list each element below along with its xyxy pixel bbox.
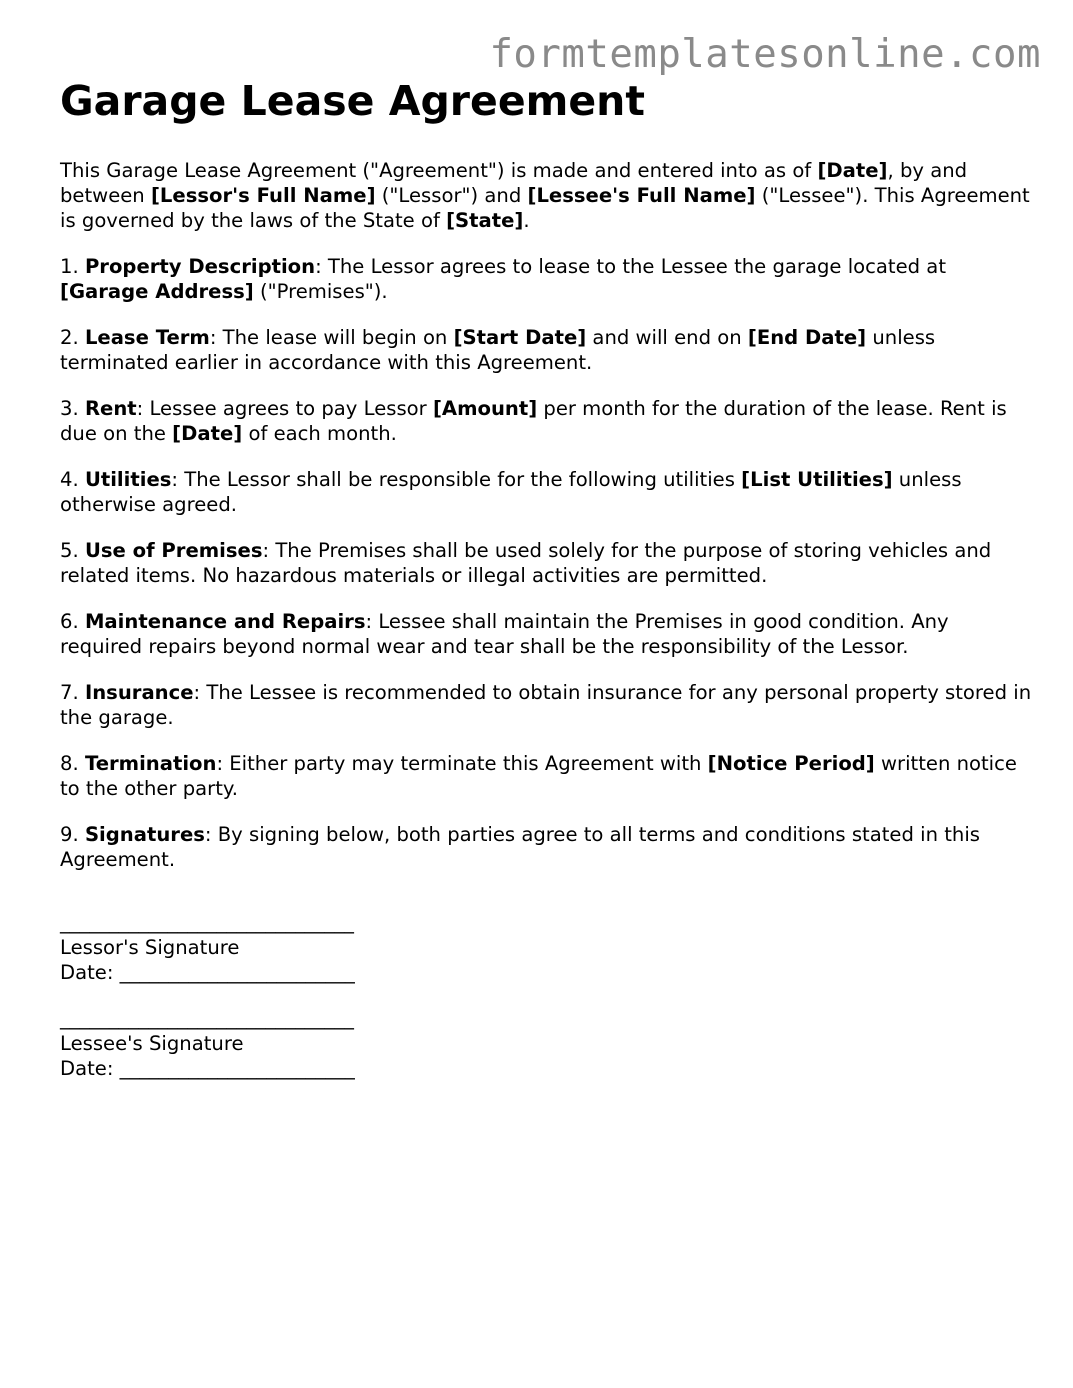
clause-maintenance xyxy=(60,609,1035,659)
clause-text: : Either party may terminate this Agreement with xyxy=(216,752,708,775)
clause-number: 4. xyxy=(60,468,85,491)
lessor-signature-group xyxy=(60,910,1035,985)
lessee-name-field: [Lessee's Full Name] xyxy=(527,184,756,207)
intro-paragraph xyxy=(60,158,1035,233)
clause-number: 5. xyxy=(60,539,85,562)
clause-heading: Rent xyxy=(84,397,137,420)
clause-text: : The Lessor shall be responsible for the following utilities xyxy=(171,468,742,491)
clause-text: : The Lessor agrees to lease to the Lessee the garage located at xyxy=(315,255,946,278)
intro-text: ("Lessor") and xyxy=(375,184,528,207)
clause-heading: Insurance xyxy=(84,681,194,704)
clause-text: of each month. xyxy=(242,422,397,445)
clause-heading: Maintenance and Repairs xyxy=(84,610,366,633)
clause-text: : The lease will begin on xyxy=(209,326,454,349)
clause-text: : The Lessee is recommended to obtain insurance for any personal property stored in the garage. xyxy=(60,681,1032,729)
clause-number: 8. xyxy=(60,752,85,775)
lessee-signature-label: Lessee's Signature xyxy=(60,1032,244,1055)
clause-number: 2. xyxy=(60,326,85,349)
clause-termination xyxy=(60,751,1035,801)
clause-heading: Signatures xyxy=(84,823,205,846)
amount-field: [Amount] xyxy=(432,397,538,420)
start-date-field: [Start Date] xyxy=(453,326,587,349)
clause-text: and will end on xyxy=(586,326,748,349)
clause-text: per month for the duration of the lease. Rent is due on the xyxy=(60,397,1007,445)
utilities-field: [List Utilities] xyxy=(741,468,893,491)
intro-text: ("Lessee"). This Agreement is governed by the laws of the State of xyxy=(60,184,1030,232)
clause-property-description xyxy=(60,254,1035,304)
clause-heading: Lease Term xyxy=(84,326,210,349)
clause-text: written notice to the other party. xyxy=(60,752,1017,800)
clause-text: : The Premises shall be used solely for the purpose of storing vehicles and related items. No hazardous materials or illegal activities are permitted. xyxy=(60,539,992,587)
clause-insurance xyxy=(60,680,1035,730)
signature-block xyxy=(60,910,1035,1081)
clause-text: : Lessee shall maintain the Premises in good condition. Any required repairs beyond normal wear and tear shall be the responsibility of the Lessor. xyxy=(60,610,949,658)
clause-number: 9. xyxy=(60,823,85,846)
clause-rent xyxy=(60,396,1035,446)
clause-text: : Lessee agrees to pay Lessor xyxy=(136,397,433,420)
lessor-signature-line[interactable]: ______________________________ xyxy=(60,911,354,934)
clause-number: 6. xyxy=(60,610,85,633)
date-field: [Date] xyxy=(817,159,888,182)
clause-heading: Use of Premises xyxy=(84,539,263,562)
rent-date-field: [Date] xyxy=(172,422,243,445)
document-title: Garage Lease Agreement xyxy=(60,77,645,125)
clause-lease-term xyxy=(60,325,1035,375)
intro-text: , by and between xyxy=(60,159,968,207)
clause-heading: Termination xyxy=(84,752,217,775)
clause-text: : By signing below, both parties agree to all terms and conditions stated in this Agreement. xyxy=(60,823,980,871)
clause-signatures xyxy=(60,822,1035,872)
clause-text: unless otherwise agreed. xyxy=(60,468,962,516)
lessor-signature-label: Lessor's Signature xyxy=(60,936,240,959)
lessor-name-field: [Lessor's Full Name] xyxy=(150,184,376,207)
watermark: formtemplatesonline.com xyxy=(489,32,1041,77)
clause-utilities xyxy=(60,467,1035,517)
clause-text: ("Premises"). xyxy=(253,280,388,303)
clause-use-of-premises xyxy=(60,538,1035,588)
document-page xyxy=(60,74,1035,1102)
intro-text: This Garage Lease Agreement ("Agreement") is made and entered into as of xyxy=(60,159,818,182)
clause-text: unless terminated earlier in accordance with this Agreement. xyxy=(60,326,936,374)
clause-heading: Property Description xyxy=(84,255,316,278)
clause-heading: Utilities xyxy=(84,468,172,491)
clause-number: 7. xyxy=(60,681,85,704)
notice-period-field: [Notice Period] xyxy=(707,752,875,775)
state-field: [State] xyxy=(446,209,524,232)
clause-number: 3. xyxy=(60,397,85,420)
lessee-signature-group xyxy=(60,1006,1035,1081)
intro-text: . xyxy=(523,209,530,232)
end-date-field: [End Date] xyxy=(747,326,867,349)
lessee-signature-line[interactable]: ______________________________ xyxy=(60,1007,354,1030)
lessee-date-line[interactable]: Date: ________________________ xyxy=(60,1057,355,1080)
lessor-date-line[interactable]: Date: ________________________ xyxy=(60,961,355,984)
clause-number: 1. xyxy=(60,255,85,278)
garage-address-field: [Garage Address] xyxy=(60,280,254,303)
